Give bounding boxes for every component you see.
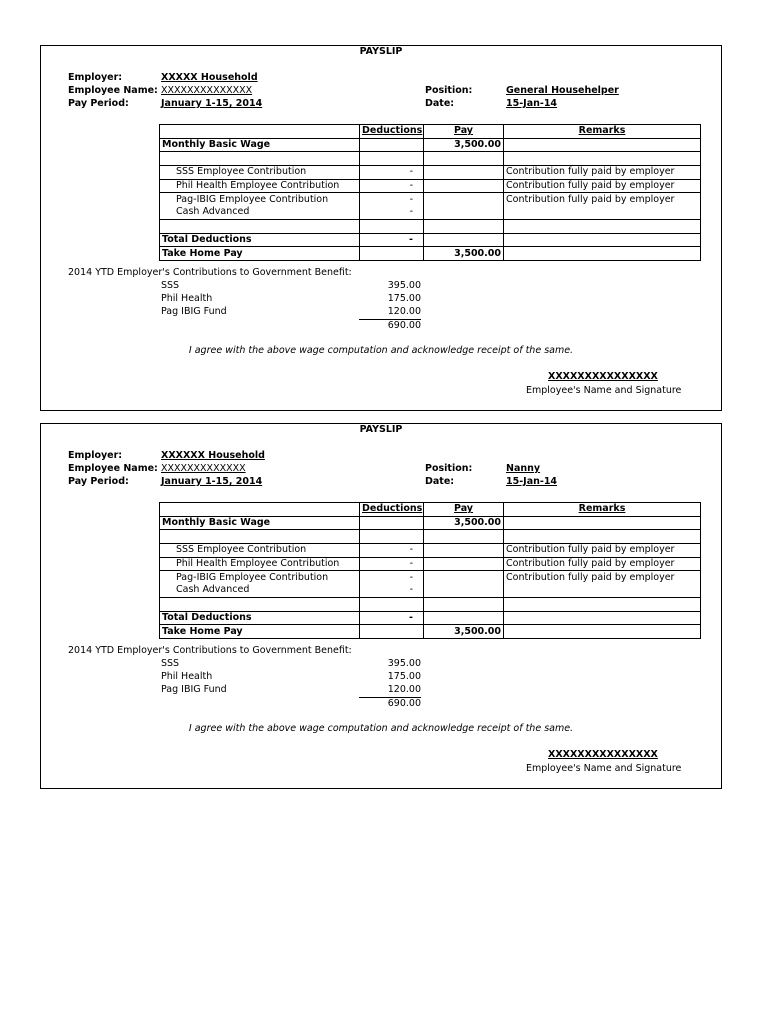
total-deductions-value: - xyxy=(360,611,424,625)
ytd-pagibig-value: 120.00 xyxy=(387,306,421,317)
date-value: 15-Jan-14 xyxy=(506,476,558,487)
basic-wage-row xyxy=(160,516,701,530)
basic-wage-row xyxy=(160,138,701,152)
signature-name: XXXXXXXXXXXXXXX xyxy=(548,749,658,760)
position-value: General Househelper xyxy=(506,85,619,96)
spacer-row xyxy=(160,530,701,544)
item-deduction: - xyxy=(360,206,424,219)
spacer-row xyxy=(160,597,701,611)
table-row xyxy=(160,557,701,571)
deductions-header: Deductions xyxy=(360,503,424,517)
remarks-header: Remarks xyxy=(504,125,701,139)
table-header-row xyxy=(160,125,701,139)
item-label: Cash Advanced xyxy=(160,584,360,597)
payslip-1 xyxy=(40,45,722,411)
ytd-total: 690.00 xyxy=(359,697,421,710)
item-remarks: Contribution fully paid by employer xyxy=(504,571,701,584)
basic-wage-pay: 3,500.00 xyxy=(424,516,504,530)
pay-header: Pay xyxy=(424,125,504,139)
take-home-label: Take Home Pay xyxy=(160,247,360,261)
ytd-total: 690.00 xyxy=(359,319,421,332)
ytd-sss-label: SSS xyxy=(161,658,180,669)
take-home-value: 3,500.00 xyxy=(424,247,504,261)
date-label: Date: xyxy=(425,476,455,487)
table-header-row xyxy=(160,503,701,517)
ytd-sss-value: 395.00 xyxy=(387,280,421,291)
item-label: SSS Employee Contribution xyxy=(160,544,360,558)
pay-header: Pay xyxy=(424,503,504,517)
ytd-pagibig-label: Pag IBIG Fund xyxy=(161,306,227,317)
item-remarks xyxy=(504,584,701,597)
total-deductions-value: - xyxy=(360,233,424,247)
take-home-row xyxy=(160,247,701,261)
deductions-header: Deductions xyxy=(360,125,424,139)
item-deduction: - xyxy=(360,584,424,597)
employee-name-label: Employee Name: xyxy=(68,463,158,474)
employer-value: XXXXXX Household xyxy=(161,450,265,461)
remarks-header: Remarks xyxy=(504,503,701,517)
ytd-sss-value: 395.00 xyxy=(387,658,421,669)
item-label: Phil Health Employee Contribution xyxy=(160,179,360,193)
take-home-value: 3,500.00 xyxy=(424,625,504,639)
take-home-row xyxy=(160,625,701,639)
ytd-philhealth-value: 175.00 xyxy=(387,293,421,304)
total-deductions-label: Total Deductions xyxy=(160,611,360,625)
agreement-text: I agree with the above wage computation and acknowledge receipt of the same. xyxy=(188,723,574,734)
table-row xyxy=(160,166,701,180)
table-row xyxy=(160,571,701,584)
basic-wage-pay: 3,500.00 xyxy=(424,138,504,152)
ytd-philhealth-label: Phil Health xyxy=(161,671,213,682)
total-deductions-label: Total Deductions xyxy=(160,233,360,247)
item-deduction: - xyxy=(360,557,424,571)
signature-caption: Employee's Name and Signature xyxy=(526,763,682,774)
item-deduction: - xyxy=(360,544,424,558)
ytd-sss-label: SSS xyxy=(161,280,180,291)
employer-label: Employer: xyxy=(68,72,123,83)
agreement-text: I agree with the above wage computation and acknowledge receipt of the same. xyxy=(188,345,574,356)
employer-label: Employer: xyxy=(68,450,123,461)
ytd-pagibig-value: 120.00 xyxy=(387,684,421,695)
item-label: Cash Advanced xyxy=(160,206,360,219)
item-remarks: Contribution fully paid by employer xyxy=(504,166,701,180)
position-value: Nanny xyxy=(506,463,541,474)
basic-wage-label: Monthly Basic Wage xyxy=(160,516,360,530)
spacer-row xyxy=(160,219,701,233)
position-label: Position: xyxy=(425,463,473,474)
ytd-title: 2014 YTD Employer's Contributions to Government Benefit: xyxy=(68,267,352,278)
total-deductions-row xyxy=(160,611,701,625)
item-label: Pag-IBIG Employee Contribution xyxy=(160,193,360,206)
pay-period-value: January 1-15, 2014 xyxy=(161,476,263,487)
item-remarks: Contribution fully paid by employer xyxy=(504,179,701,193)
total-deductions-row xyxy=(160,233,701,247)
table-row xyxy=(160,584,701,597)
item-label: SSS Employee Contribution xyxy=(160,166,360,180)
spacer-row xyxy=(160,152,701,166)
item-remarks xyxy=(504,206,701,219)
employer-value: XXXXX Household xyxy=(161,72,258,83)
payslip-title: PAYSLIP xyxy=(359,424,403,435)
table-row xyxy=(160,544,701,558)
take-home-label: Take Home Pay xyxy=(160,625,360,639)
item-deduction: - xyxy=(360,193,424,206)
payslip-2 xyxy=(40,423,722,789)
item-deduction: - xyxy=(360,166,424,180)
item-label: Pag-IBIG Employee Contribution xyxy=(160,571,360,584)
pay-period-label: Pay Period: xyxy=(68,98,129,109)
signature-caption: Employee's Name and Signature xyxy=(526,385,682,396)
date-label: Date: xyxy=(425,98,455,109)
payslip-title: PAYSLIP xyxy=(359,46,403,57)
item-label: Phil Health Employee Contribution xyxy=(160,557,360,571)
ytd-philhealth-label: Phil Health xyxy=(161,293,213,304)
employee-name-value: XXXXXXXXXXXXX xyxy=(161,463,246,474)
signature-name: XXXXXXXXXXXXXXX xyxy=(548,371,658,382)
table-row xyxy=(160,179,701,193)
position-label: Position: xyxy=(425,85,473,96)
item-deduction: - xyxy=(360,179,424,193)
employee-name-label: Employee Name: xyxy=(68,85,158,96)
employee-name-value: XXXXXXXXXXXXXX xyxy=(161,85,253,96)
date-value: 15-Jan-14 xyxy=(506,98,558,109)
table-row xyxy=(160,206,701,219)
ytd-philhealth-value: 175.00 xyxy=(387,671,421,682)
ytd-pagibig-label: Pag IBIG Fund xyxy=(161,684,227,695)
item-remarks: Contribution fully paid by employer xyxy=(504,544,701,558)
wage-table xyxy=(159,124,701,261)
wage-table xyxy=(159,502,701,639)
ytd-title: 2014 YTD Employer's Contributions to Government Benefit: xyxy=(68,645,352,656)
item-remarks: Contribution fully paid by employer xyxy=(504,557,701,571)
pay-period-label: Pay Period: xyxy=(68,476,129,487)
item-deduction: - xyxy=(360,571,424,584)
pay-period-value: January 1-15, 2014 xyxy=(161,98,263,109)
basic-wage-label: Monthly Basic Wage xyxy=(160,138,360,152)
item-remarks: Contribution fully paid by employer xyxy=(504,193,701,206)
table-row xyxy=(160,193,701,206)
